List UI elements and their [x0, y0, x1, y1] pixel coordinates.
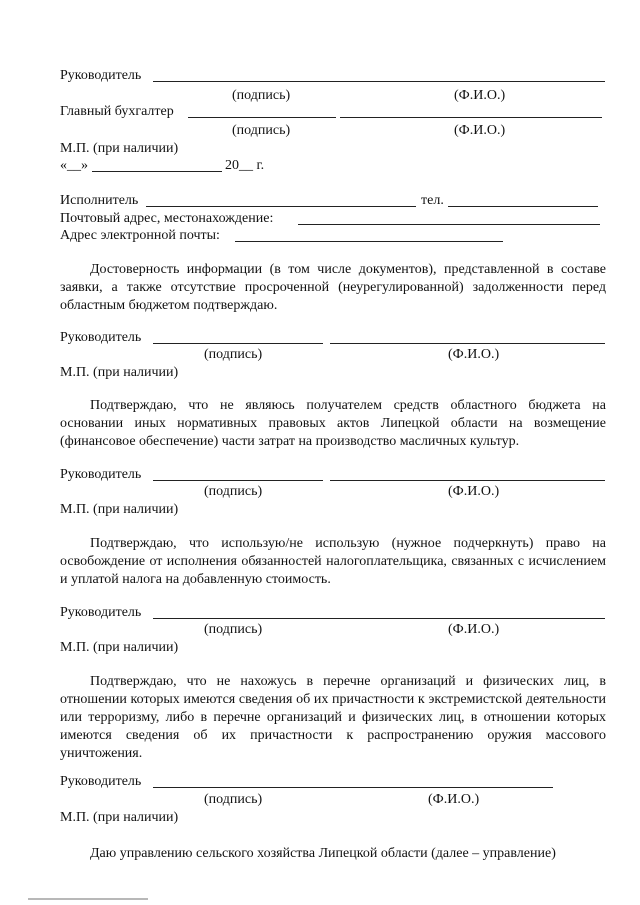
accountant-name-line	[340, 117, 602, 118]
phone-line	[448, 206, 598, 207]
head-label: Руководитель	[60, 68, 142, 83]
address-line	[298, 224, 600, 225]
email-line	[235, 241, 503, 242]
name-caption: (Ф.И.О.)	[428, 792, 480, 807]
scan-artifact	[28, 898, 148, 900]
date-year	[225, 158, 264, 174]
date-close-quote: »	[81, 158, 88, 173]
signature-caption: (подпись)	[204, 484, 263, 499]
head-signature-line	[153, 81, 605, 82]
date-year-suffix: г.	[253, 158, 265, 173]
signature-caption: (подпись)	[204, 622, 263, 637]
paragraph-text: Подтверждаю, что не нахожусь в перечне организаций и физических лиц, в отношении которых имеются сведения об их причастности к экстремистской деятельности или терроризму, либо в перечне организаций и физических лиц, в отношении которых имеются сведения об их причастности к распространению оружия массового уничтожения.	[60, 674, 606, 761]
name-line	[330, 343, 605, 344]
signature-line	[153, 787, 553, 788]
signature-caption: (подпись)	[232, 88, 291, 103]
stamp-label: М.П. (при наличии)	[60, 502, 179, 517]
signature-line	[153, 343, 323, 344]
paragraph-reliability	[60, 261, 606, 315]
signature-caption: (подпись)	[204, 347, 263, 362]
signature-line	[153, 480, 323, 481]
paragraph-text: Даю управлению сельского хозяйства Липецкой области (далее – управление)	[90, 846, 556, 861]
date-open-quote: «	[60, 158, 67, 173]
date-month-line	[92, 171, 222, 172]
signature-line	[153, 618, 605, 619]
paragraph-consent	[60, 845, 606, 863]
accountant-signature-line	[188, 117, 336, 118]
paragraph-extremism	[60, 673, 606, 763]
signature-caption: (подпись)	[232, 123, 291, 138]
accountant-label: Главный бухгалтер	[60, 104, 174, 119]
name-line	[330, 480, 605, 481]
email-label: Адрес электронной почты:	[60, 228, 220, 243]
head-label: Руководитель	[60, 774, 142, 789]
name-caption: (Ф.И.О.)	[448, 347, 500, 362]
address-label: Почтовый адрес, местонахождение:	[60, 211, 274, 226]
head-label: Руководитель	[60, 605, 142, 620]
stamp-label: М.П. (при наличии)	[60, 640, 179, 655]
name-caption: (Ф.И.О.)	[448, 484, 500, 499]
paragraph-text: Подтверждаю, что использую/не использую (нужное подчеркнуть) право на освобождение от исполнения обязанностей налогоплательщика, связанных с исчислением и уплатой налога на добавленную стоимость.	[60, 536, 606, 587]
paragraph-vat	[60, 535, 606, 589]
executor-label: Исполнитель	[60, 193, 139, 208]
date-year-blank: __	[239, 158, 253, 173]
signature-caption: (подпись)	[204, 792, 263, 807]
paragraph-not-recipient	[60, 397, 606, 451]
executor-line	[146, 206, 416, 207]
stamp-label: М.П. (при наличии)	[60, 810, 179, 825]
name-caption: (Ф.И.О.)	[448, 622, 500, 637]
name-caption: (Ф.И.О.)	[454, 123, 506, 138]
date-year-prefix: 20	[225, 158, 239, 173]
paragraph-text: Достоверность информации (в том числе документов), представленной в составе заявки, а также отсутствие просроченной (неурегулированной) задолженности перед областным бюджетом подтверждаю.	[60, 262, 606, 313]
stamp-label: М.П. (при наличии)	[60, 141, 179, 156]
paragraph-text: Подтверждаю, что не являюсь получателем средств областного бюджета на основании иных нормативных правовых актов Липецкой области на возмещение (финансовое обеспечение) части затрат на производство масличных культур.	[60, 398, 606, 449]
head-label: Руководитель	[60, 330, 142, 345]
stamp-label: М.П. (при наличии)	[60, 365, 179, 380]
date-line	[60, 158, 88, 174]
name-caption: (Ф.И.О.)	[454, 88, 506, 103]
head-label: Руководитель	[60, 467, 142, 482]
phone-label: тел.	[421, 193, 444, 208]
date-day-blank: __	[67, 158, 81, 173]
